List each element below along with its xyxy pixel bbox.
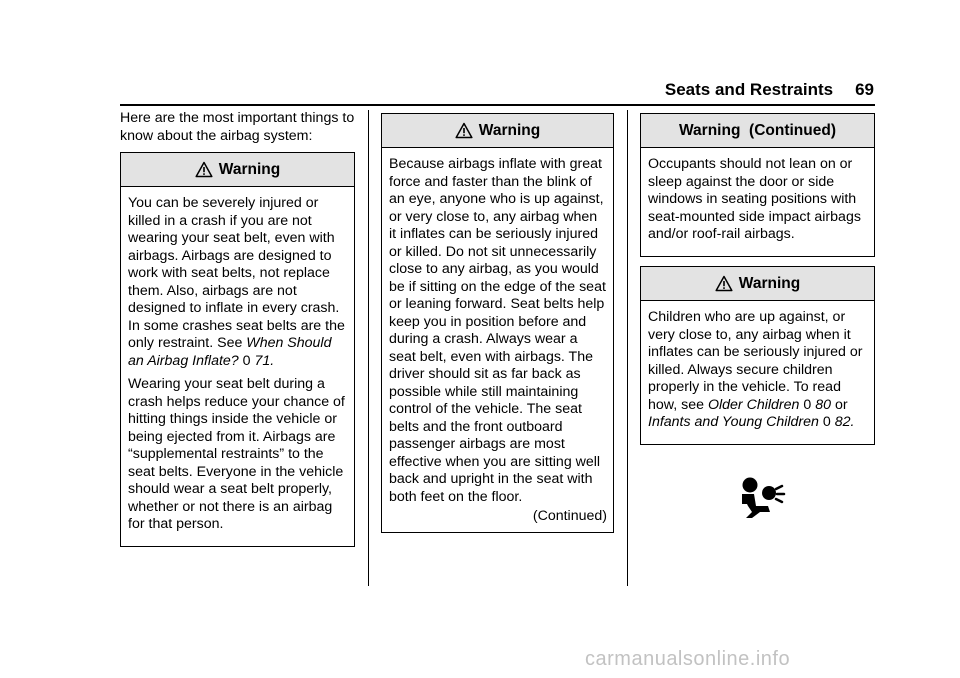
warning-box-children (640, 266, 875, 445)
warning-box-title (641, 267, 874, 301)
warning-title-text: Warning (Continued) (679, 121, 836, 139)
intro-text: Here are the most important things to know about the airbag system: (120, 110, 355, 144)
warning-paragraph-1 (128, 195, 348, 370)
warning-paragraph: Because airbags inflate with great force and faster than the blink of an eye, anyone who is up against, or very close to, any airbag when it inflates can be seriously injured or killed. Do not sit unnecessarily close to any airbag, as you would be if sitting on the edge of the seat or leaning forward. Seat belts help keep you in position before and during a crash. Always wear a seat belt, even with airbags. The driver should sit as far back as possible while still maintaining control of the vehicle. The seat belts and the front outboard passenger airbags are most effective when you are sitting well back and upright in the seat with both feet on the floor. (389, 156, 606, 505)
warning-box-body (641, 301, 874, 444)
warning-triangle-icon (455, 122, 473, 139)
warning-paragraph: Occupants should not lean on or sleep against the door or side windows in seating positions with seat-mounted side impact airbags and/or roof-rail airbags. (648, 156, 861, 242)
watermark: carmanualsonline.info (585, 648, 791, 670)
or-text: or (831, 396, 848, 413)
warning-box-body (121, 187, 354, 546)
warning-box-title (121, 153, 354, 187)
warning-title-text: Warning (738, 274, 801, 292)
cross-reference-link[interactable]: When Should an Airbag Inflate? (128, 335, 332, 369)
page-number: 69 (855, 80, 874, 99)
page-ref-symbol: 0 (803, 396, 812, 413)
section-title: Seats and Restraints (664, 80, 834, 99)
warning-box-title (641, 114, 874, 148)
warning-box-seat-belts (120, 152, 355, 547)
warning-title-text: Warning (478, 121, 541, 139)
warning-text: You can be severely injured or killed in a crash if you are not wearing your seat belt, even with airbags. Airbags are designed to work with seat belts, not replace them. Also, airbags are not designed to inflate in every crash. In some crashes seat belts are the only restraint. See (128, 195, 345, 351)
cross-reference-link-older-children[interactable]: Older Children (707, 396, 800, 413)
warning-text: Children who are up against, or very close to, any airbag when it inflates can be seriously injured or killed. Always secure children properly in the vehicle. To read how, see (648, 309, 863, 413)
warning-box-title (382, 114, 613, 148)
warning-box-body (641, 148, 874, 256)
warning-box-airbag-force (381, 113, 614, 533)
warning-title-text: Warning (218, 160, 281, 178)
warning-triangle-icon (715, 275, 733, 292)
page-ref-symbol: 0 (822, 414, 831, 430)
warning-paragraph (648, 309, 868, 432)
airbag-occupant-icon (738, 476, 786, 524)
warning-triangle-icon (195, 161, 213, 178)
page-ref-number[interactable]: 82. (834, 414, 855, 430)
header-rule (120, 104, 875, 106)
column-divider-2 (627, 110, 628, 586)
warning-box-continued (640, 113, 875, 257)
page-ref-number[interactable]: 71. (254, 352, 275, 369)
warning-paragraph-2: Wearing your seat belt during a crash helps reduce your chance of hitting things inside the vehicle or being ejected from it. Airbags are “supplemental restraints” to the seat belts. Everyone in the vehicle should wear a seat belt properly, whether or not there is an airbag for that person. (128, 376, 345, 532)
page-header (0, 80, 874, 100)
page-ref-number[interactable]: 80 (815, 396, 832, 413)
continued-label: (Continued) (532, 508, 607, 524)
page-ref-symbol: 0 (242, 352, 251, 369)
column-divider-1 (368, 110, 369, 586)
warning-box-body (382, 148, 613, 532)
cross-reference-link-infants[interactable]: Infants and Young Children (648, 414, 819, 430)
